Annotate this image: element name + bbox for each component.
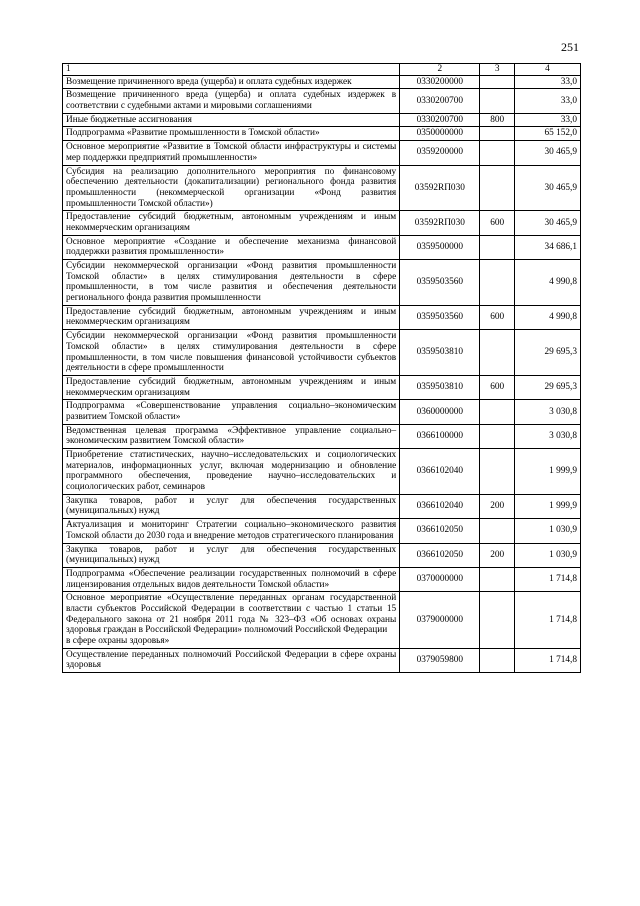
table-row xyxy=(63,449,581,495)
row-amount-cell: 1 999,9 xyxy=(514,449,580,495)
row-amount-cell: 30 465,9 xyxy=(514,211,580,235)
row-code-cell: 0359503560 xyxy=(400,260,480,306)
table-row xyxy=(63,375,581,399)
row-type-cell xyxy=(480,330,515,376)
table-row xyxy=(63,75,581,89)
row-code-cell: 0330200000 xyxy=(400,75,480,89)
row-type-cell: 600 xyxy=(480,305,515,329)
row-amount-cell: 29 695,3 xyxy=(514,375,580,399)
row-type-cell xyxy=(480,141,515,165)
table-row xyxy=(63,330,581,376)
table-row xyxy=(63,592,581,648)
row-name-cell: Приобретение статистических, научно–исследовательских и социологических материалов, информационных услуг, включая модернизацию и обновление программного обеспечения, проведение научно–исследовательских и социологических работ, семинаров xyxy=(63,449,400,495)
row-amount-cell: 33,0 xyxy=(514,89,580,113)
row-amount-cell: 29 695,3 xyxy=(514,330,580,376)
row-code-cell: 0359503810 xyxy=(400,375,480,399)
header-cell-4: 4 xyxy=(514,64,580,76)
row-amount-cell: 33,0 xyxy=(514,113,580,127)
row-type-cell xyxy=(480,567,515,591)
row-amount-cell: 1 030,9 xyxy=(514,519,580,543)
table-row xyxy=(63,141,581,165)
row-name-cell: Возмещение причиненного вреда (ущерба) и оплата судебных издержек в соответствии с судебными актами и мировыми соглашениями xyxy=(63,89,400,113)
row-name-cell: Субсидия на реализацию дополнительного мероприятия по финансовому обеспечению деятельности (докапитализации) регионального фонда развития промышленности (некоммерческой организации «Фонд развития промышленности Томской области») xyxy=(63,165,400,211)
row-code-cell: 0360000000 xyxy=(400,400,480,424)
row-code-cell: 0359503560 xyxy=(400,305,480,329)
budget-table-body xyxy=(63,64,581,673)
row-amount-cell: 1 714,8 xyxy=(514,592,580,648)
row-code-cell: 03592RП030 xyxy=(400,211,480,235)
row-name-cell: Субсидии некоммерческой организации «Фонд развития промышленности Томской области» в целях стимулирования деятельности в сфере промышленности, в том числе развития и обеспечения деятельности регионального фонда развития промышленности xyxy=(63,260,400,306)
row-name-cell: Ведомственная целевая программа «Эффективное управление социально–экономическим развитием Томской области» xyxy=(63,424,400,448)
row-name-cell: Предоставление субсидий бюджетным, автономным учреждениям и иным некоммерческим организациям xyxy=(63,375,400,399)
row-code-cell: 0366102050 xyxy=(400,543,480,567)
row-name-cell: Предоставление субсидий бюджетным, автономным учреждениям и иным некоммерческим организациям xyxy=(63,305,400,329)
row-name-cell: Иные бюджетные ассигнования xyxy=(63,113,400,127)
budget-table xyxy=(62,63,581,673)
row-type-cell xyxy=(480,75,515,89)
row-amount-cell: 4 990,8 xyxy=(514,260,580,306)
table-row xyxy=(63,165,581,211)
row-name-cell: Подпрограмма «Обеспечение реализации государственных полномочий в сфере лицензирования отдельных видов деятельности Томской области» xyxy=(63,567,400,591)
page-number: 251 xyxy=(561,40,579,54)
row-name-cell: Закупка товаров, работ и услуг для обеспечения государственных (муниципальных) нужд xyxy=(63,494,400,518)
table-row xyxy=(63,424,581,448)
row-name-cell: Актуализация и мониторинг Стратегии социально–экономического развития Томской области до 2030 года и внедрение методов стратегического планирования xyxy=(63,519,400,543)
table-row xyxy=(63,494,581,518)
row-type-cell xyxy=(480,449,515,495)
row-type-cell: 200 xyxy=(480,543,515,567)
table-row xyxy=(63,519,581,543)
row-code-cell: 0359200000 xyxy=(400,141,480,165)
table-row xyxy=(63,400,581,424)
table-row xyxy=(63,89,581,113)
row-amount-cell: 30 465,9 xyxy=(514,165,580,211)
row-name-cell: Осуществление переданных полномочий Российской Федерации в сфере охраны здоровья xyxy=(63,648,400,672)
table-row xyxy=(63,567,581,591)
row-type-cell xyxy=(480,127,515,141)
table-row xyxy=(63,648,581,672)
row-code-cell: 0379059800 xyxy=(400,648,480,672)
row-amount-cell: 34 686,1 xyxy=(514,235,580,259)
table-header-row xyxy=(63,64,581,76)
header-cell-1: 1 xyxy=(63,64,400,76)
row-amount-cell: 33,0 xyxy=(514,75,580,89)
row-name-cell: Субсидии некоммерческой организации «Фонд развития промышленности Томской области» в целях стимулирования деятельности в сфере промышленности, в том числе повышения финансовой устойчивости субъектов деятельности в сфере промышленности xyxy=(63,330,400,376)
row-type-cell xyxy=(480,260,515,306)
row-type-cell xyxy=(480,89,515,113)
row-type-cell xyxy=(480,400,515,424)
row-type-cell xyxy=(480,235,515,259)
table-row xyxy=(63,305,581,329)
row-amount-cell: 30 465,9 xyxy=(514,141,580,165)
table-row xyxy=(63,127,581,141)
table-row xyxy=(63,543,581,567)
table-row xyxy=(63,235,581,259)
row-name-cell: Основное мероприятие «Развитие в Томской области инфраструктуры и системы мер поддержки предприятий промышленности» xyxy=(63,141,400,165)
row-type-cell: 200 xyxy=(480,494,515,518)
row-amount-cell: 1 999,9 xyxy=(514,494,580,518)
row-name-cell: Основное мероприятие «Создание и обеспечение механизма финансовой поддержки развития промышленности» xyxy=(63,235,400,259)
table-row xyxy=(63,211,581,235)
row-amount-cell: 1 714,8 xyxy=(514,648,580,672)
row-code-cell: 0359503810 xyxy=(400,330,480,376)
row-type-cell xyxy=(480,648,515,672)
row-type-cell xyxy=(480,165,515,211)
row-type-cell xyxy=(480,424,515,448)
row-type-cell xyxy=(480,592,515,648)
row-name-cell: Подпрограмма «Совершенствование управления социально–экономическим развитием Томской области» xyxy=(63,400,400,424)
row-amount-cell: 1 714,8 xyxy=(514,567,580,591)
row-name-cell: Основное мероприятие «Осуществление переданных органам государственной власти субъектов Российской Федерации в соответствии с частью 1 статьи 15 Федерального закона от 21 ноября 2011 года № 323–ФЗ «Об основах охраны здоровья граждан в Российской Федерации» полномочий Российской Федерации в сфере охраны здоровья» xyxy=(63,592,400,648)
row-amount-cell: 4 990,8 xyxy=(514,305,580,329)
row-code-cell: 0366100000 xyxy=(400,424,480,448)
row-amount-cell: 3 030,8 xyxy=(514,424,580,448)
row-code-cell: 0330200700 xyxy=(400,113,480,127)
row-amount-cell: 3 030,8 xyxy=(514,400,580,424)
row-code-cell: 0359500000 xyxy=(400,235,480,259)
row-type-cell xyxy=(480,519,515,543)
row-code-cell: 0366102040 xyxy=(400,494,480,518)
row-amount-cell: 1 030,9 xyxy=(514,543,580,567)
row-code-cell: 03592RП030 xyxy=(400,165,480,211)
table-row xyxy=(63,260,581,306)
row-code-cell: 0366102040 xyxy=(400,449,480,495)
row-type-cell: 600 xyxy=(480,375,515,399)
row-name-cell: Возмещение причиненного вреда (ущерба) и оплата судебных издержек xyxy=(63,75,400,89)
row-type-cell: 800 xyxy=(480,113,515,127)
row-name-cell: Предоставление субсидий бюджетным, автономным учреждениям и иным некоммерческим организациям xyxy=(63,211,400,235)
row-type-cell: 600 xyxy=(480,211,515,235)
table-row xyxy=(63,113,581,127)
header-cell-2: 2 xyxy=(400,64,480,76)
row-code-cell: 0330200700 xyxy=(400,89,480,113)
row-amount-cell: 65 152,0 xyxy=(514,127,580,141)
row-code-cell: 0370000000 xyxy=(400,567,480,591)
row-code-cell: 0350000000 xyxy=(400,127,480,141)
row-code-cell: 0366102050 xyxy=(400,519,480,543)
row-code-cell: 0379000000 xyxy=(400,592,480,648)
row-name-cell: Закупка товаров, работ и услуг для обеспечения государственных (муниципальных) нужд xyxy=(63,543,400,567)
header-cell-3: 3 xyxy=(480,64,515,76)
row-name-cell: Подпрограмма «Развитие промышленности в Томской области» xyxy=(63,127,400,141)
